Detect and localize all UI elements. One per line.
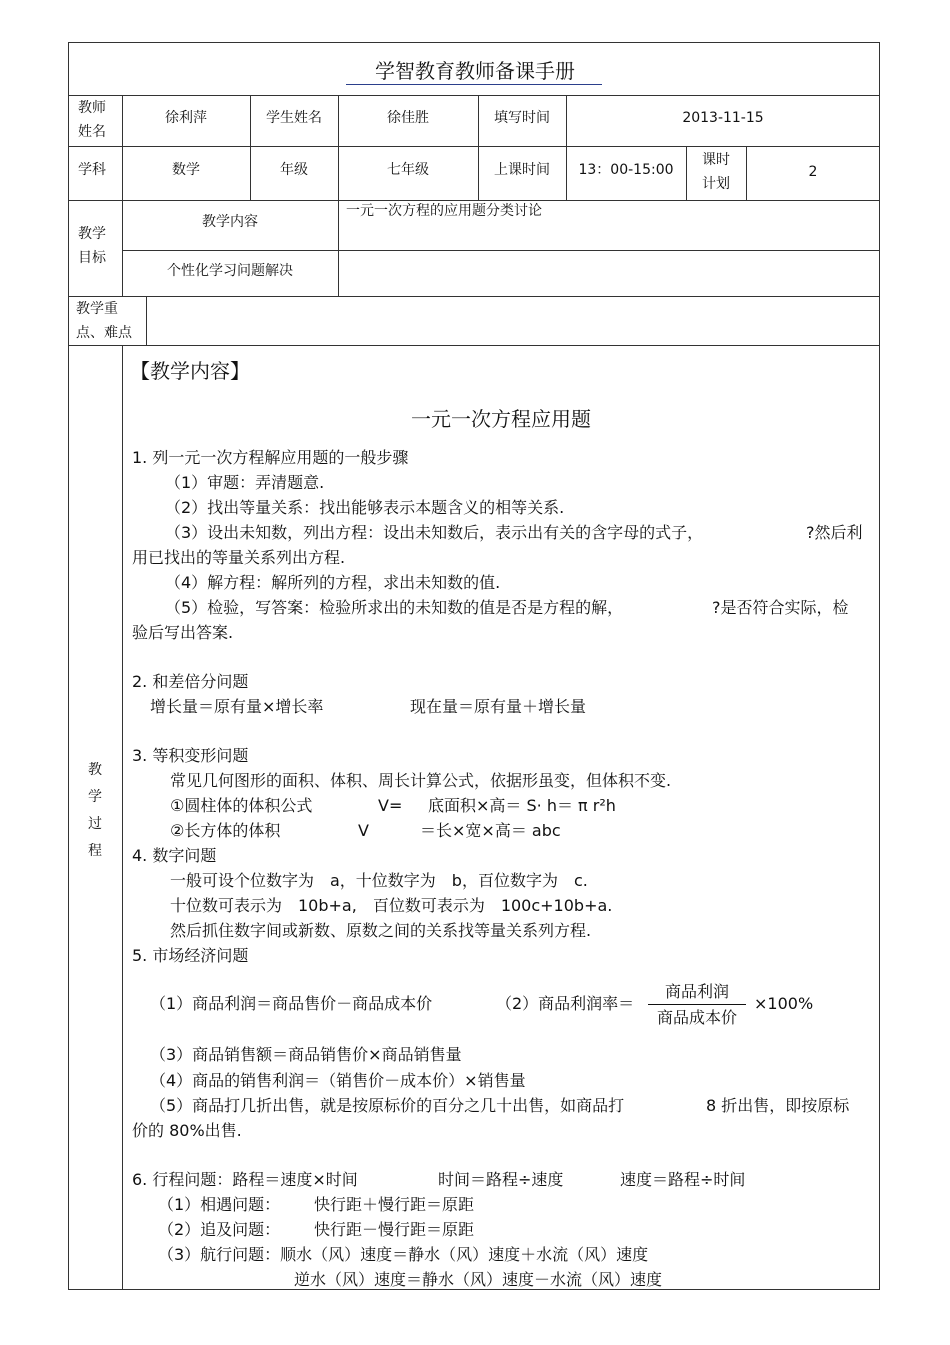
teacher-label: 教师 姓名 (78, 100, 106, 140)
class-time: 13：00-15:00 (578, 162, 674, 178)
plan-value: 2 (808, 164, 818, 180)
step-heading: 1. 列一元一次方程解应用题的一般步骤 (132, 448, 409, 467)
formula: V (358, 821, 369, 840)
teacher-name: 徐利萍 (165, 110, 207, 126)
class-time-label: 上课时间 (494, 162, 550, 178)
list-item: （5）检验，写答案：检验所求出的未知数的值是否是方程的解， (165, 598, 624, 617)
fraction-numerator: 商品利润 (664, 982, 729, 1001)
section-heading-4: 4. 数字问题 (132, 846, 217, 865)
formula: ＝长×宽×高＝ abc (420, 821, 561, 840)
list-item: （2）找出等量关系：找出能够表示本题含义的相等关系. (165, 498, 565, 517)
fraction-bar (648, 1004, 746, 1005)
formula: 快行距－慢行距＝原距 (314, 1220, 475, 1239)
row-divider (122, 250, 880, 251)
col-divider (122, 345, 123, 1290)
row-divider (68, 146, 880, 147)
subject: 数学 (172, 162, 200, 178)
formula: （2）商品利润率＝ (496, 994, 635, 1013)
col-divider (146, 296, 147, 345)
formula: 时间＝路程÷速度 (438, 1170, 564, 1189)
list-item: ①圆柱体的体积公式 (170, 796, 313, 815)
formula: （1）商品利润＝商品售价－商品成本价 (150, 994, 433, 1013)
list-item: ②长方体的体积 (170, 821, 281, 840)
list-item: （4）解方程：解所列的方程，求出未知数的值. (165, 573, 501, 592)
list-item: 验后写出答案. (132, 623, 234, 642)
section-heading-3: 3. 等积变形问题 (132, 746, 249, 765)
row-divider (68, 296, 880, 297)
student-label: 学生姓名 (266, 110, 322, 126)
list-item: （3）设出未知数，列出方程：设出未知数后，表示出有关的含字母的式子， (165, 523, 704, 542)
list-item: （5）商品打几折出售，就是按原标价的百分之几十出售，如商品打 (150, 1096, 625, 1115)
list-item: 一般可设个位数字为 a，十位数字为 b，百位数字为 c. (170, 871, 588, 890)
formula: 底面积×高＝ S· h＝ π r²h (428, 796, 616, 815)
list-item: 价的 80%出售. (132, 1121, 242, 1140)
grade-label: 年级 (280, 162, 308, 178)
content-label: 教学内容 (202, 214, 258, 230)
page-title: 学智教育教师备课手册 (375, 59, 575, 83)
plan-label: 课时 计划 (702, 152, 730, 192)
student-name: 徐佳胜 (387, 110, 429, 126)
grade: 七年级 (387, 162, 429, 178)
section-heading-6: 6. 行程问题：路程＝速度×时间 (132, 1170, 358, 1189)
key-points-label: 教学重 点、难点 (76, 301, 132, 341)
content-value: 一元一次方程的应用题分类讨论 (346, 203, 542, 219)
list-item: 用已找出的等量关系列出方程. (132, 548, 346, 567)
list-item: （3）商品销售额＝商品销售价×商品销售量 (150, 1045, 462, 1064)
list-item: （1）审题：弄清题意. (165, 473, 325, 492)
personal-label: 个性化学习问题解决 (167, 263, 293, 279)
list-item-tail: 8 折出售，即按原标 (706, 1096, 850, 1115)
formula: 速度＝路程÷时间 (620, 1170, 746, 1189)
row-divider (68, 95, 880, 96)
goal-label: 教学 目标 (78, 226, 106, 266)
list-item: 常见几何图形的面积、体积、周长计算公式，依据形虽变，但体积不变. (170, 771, 672, 790)
list-item: （1）相遇问题： (158, 1195, 281, 1214)
list-item: 十位数可表示为 10b+a, 百位数可表示为 100c+10b+a. (170, 896, 613, 915)
fill-time-label: 填写时间 (494, 110, 550, 126)
list-item-tail: ?然后利 (806, 523, 863, 542)
list-item: （4）商品的销售利润＝（销售价－成本价）×销售量 (150, 1071, 526, 1090)
formula: 现在量＝原有量＋增长量 (410, 697, 587, 716)
list-item: 然后抓住数字间或新数、原数之间的关系找等量关系列方程. (170, 921, 592, 940)
process-label: 教 学 过 程 (88, 762, 102, 859)
list-item: （3）航行问题：顺水（风）速度＝静水（风）速度＋水流（风）速度 (158, 1245, 649, 1264)
list-item: （2）追及问题： (158, 1220, 281, 1239)
fill-time: 2013-11-15 (682, 110, 764, 126)
list-item-tail: ?是否符合实际，检 (712, 598, 849, 617)
formula: 逆水（风）速度＝静水（风）速度－水流（风）速度 (294, 1270, 663, 1289)
topic-title: 一元一次方程应用题 (411, 407, 591, 431)
row-divider (68, 345, 880, 346)
section-heading-5: 5. 市场经济问题 (132, 946, 249, 965)
formula: 增长量＝原有量×增长率 (150, 697, 324, 716)
subject-label: 学科 (78, 162, 106, 178)
fraction-denominator: 商品成本价 (656, 1008, 737, 1027)
section-heading: 【教学内容】 (130, 359, 250, 383)
formula: V= (378, 796, 403, 815)
formula: 快行距＋慢行距＝原距 (314, 1195, 475, 1214)
section-heading-2: 2. 和差倍分问题 (132, 672, 249, 691)
formula: ×100% (754, 994, 814, 1013)
